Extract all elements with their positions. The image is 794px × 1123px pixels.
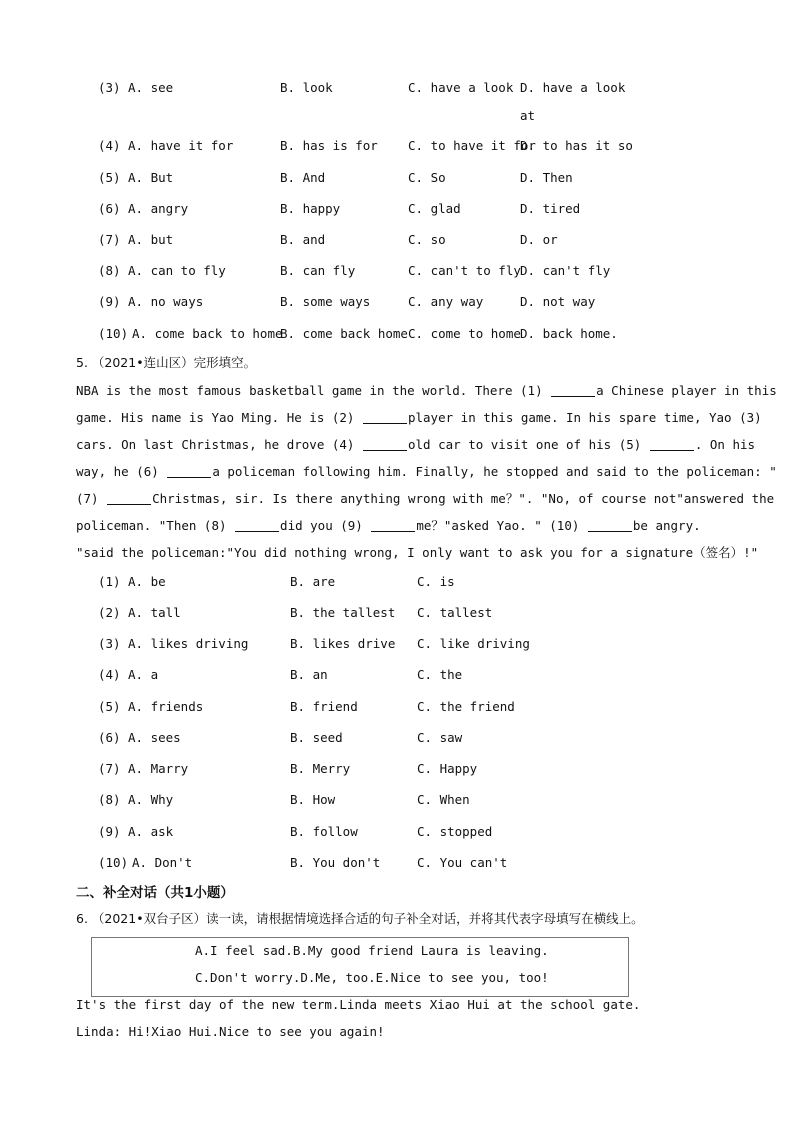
option-b: B. are [290, 574, 336, 589]
section-2-heading: 二、补全对话（共1小题） [76, 885, 234, 901]
q6-title: 6. （2021•双台子区）读一读，请根据情境选择合适的句子补全对话，并将其代表字母填写在横线上。 [76, 911, 644, 926]
option-d: D. not way [520, 294, 596, 309]
option-c: C. stopped [417, 824, 493, 839]
option-number: (1) [98, 574, 121, 589]
option-c: C. So [408, 170, 446, 185]
option-a: A. angry [128, 201, 189, 216]
passage-text: "said the policeman:"You did nothing wrong, I only want to ask you for a signature（签名）!" [76, 545, 759, 560]
option-c: C. glad [408, 201, 461, 216]
passage-text: way, he (6) [76, 464, 167, 479]
q5-option-row [0, 665, 794, 685]
option-a: A. have it for [128, 138, 234, 153]
passage-line [76, 458, 777, 485]
q4-option-row [0, 168, 794, 188]
passage-line [76, 404, 762, 431]
option-d: D. to has it so [520, 138, 633, 153]
q6-dialogue-line-1: Linda: Hi!Xiao Hui.Nice to see you again! [76, 1024, 385, 1039]
passage-line [76, 377, 777, 404]
option-b: B. How [290, 792, 336, 807]
option-d: D. have a look [520, 80, 626, 95]
option-c: C. to have it for [408, 138, 536, 153]
passage-text: me？"asked Yao. " (10) [416, 518, 587, 533]
option-c: C. can't to fly [408, 263, 521, 278]
option-a: A. likes driving [128, 636, 249, 651]
option-b: B. can fly [280, 263, 356, 278]
passage-text: (7) [76, 491, 107, 506]
passage-text: . On his [694, 437, 756, 452]
q5-option-row [0, 572, 794, 592]
option-d: D. Then [520, 170, 573, 185]
option-a: A. sees [128, 730, 181, 745]
q4-option-row [0, 261, 794, 281]
q4-option-3-d-continuation: at [520, 108, 536, 123]
q6-options-line-1: A.I feel sad.B.My good friend Laura is leaving. [195, 943, 549, 958]
option-d: D. or [520, 232, 558, 247]
q6-option-box [91, 937, 629, 997]
answer-blank[interactable] [371, 517, 415, 532]
option-c: C. the [417, 667, 463, 682]
option-b: B. You don't [290, 855, 381, 870]
passage-text: a policeman following him. Finally, he stopped and said to the policeman: " [212, 464, 777, 479]
q5-option-row [0, 822, 794, 842]
option-number: (7) [98, 232, 121, 247]
option-number: (10) [98, 326, 129, 341]
q4-option-row [0, 324, 794, 344]
option-a: A. no ways [128, 294, 204, 309]
option-number: (4) [98, 667, 121, 682]
option-a: A. Why [128, 792, 174, 807]
passage-text: player in this game. In his spare time, Yao (3) [407, 410, 762, 425]
answer-blank[interactable] [363, 409, 407, 424]
passage-line [76, 431, 756, 458]
answer-blank[interactable] [235, 517, 279, 532]
q6-options-line-2: C.Don't worry.D.Me, too.E.Nice to see you, too! [195, 970, 549, 985]
option-b: B. some ways [280, 294, 371, 309]
q5-option-row [0, 603, 794, 623]
option-b: B. seed [290, 730, 343, 745]
option-c: C. come to home [408, 326, 521, 341]
passage-line [76, 485, 775, 512]
option-b: B. the tallest [290, 605, 396, 620]
q5-option-row [0, 634, 794, 654]
q4-option-row [0, 78, 794, 98]
option-a: A. tall [128, 605, 181, 620]
q5-passage [76, 377, 777, 566]
option-b: B. likes drive [290, 636, 396, 651]
option-c: C. tallest [417, 605, 493, 620]
option-b: B. look [280, 80, 333, 95]
option-number: (6) [98, 201, 121, 216]
option-a: A. can to fly [128, 263, 226, 278]
q5-option-row [0, 759, 794, 779]
passage-line [76, 539, 759, 566]
answer-blank[interactable] [107, 490, 151, 505]
answer-blank[interactable] [650, 436, 694, 451]
q5-title: 5. （2021•连山区）完形填空。 [76, 355, 257, 370]
option-c: C. When [417, 792, 470, 807]
q5-option-row [0, 697, 794, 717]
option-c: C. like driving [417, 636, 530, 651]
answer-blank[interactable] [363, 436, 407, 451]
option-c: C. is [417, 574, 455, 589]
option-b: B. And [280, 170, 326, 185]
passage-text: Christmas, sir. Is there anything wrong with me？". "No, of course not"answered the [152, 491, 775, 506]
option-d: D. can't fly [520, 263, 611, 278]
option-d: D. back home. [520, 326, 618, 341]
option-a: A. see [128, 80, 174, 95]
passage-text: be angry. [632, 518, 701, 533]
q5-option-row [0, 853, 794, 873]
option-number: (7) [98, 761, 121, 776]
option-a: A. come back to home [132, 326, 283, 341]
option-a: A. friends [128, 699, 204, 714]
passage-text: game. His name is Yao Ming. He is (2) [76, 410, 362, 425]
q5-option-row [0, 728, 794, 748]
option-b: B. has is for [280, 138, 378, 153]
option-number: (5) [98, 170, 121, 185]
option-c: C. have a look [408, 80, 514, 95]
passage-text: policeman. "Then (8) [76, 518, 235, 533]
option-b: B. friend [290, 699, 358, 714]
passage-text: cars. On last Christmas, he drove (4) [76, 437, 362, 452]
option-c: C. the friend [417, 699, 515, 714]
option-d: D. tired [520, 201, 581, 216]
q6-context-line: It's the first day of the new term.Linda meets Xiao Hui at the school gate. [76, 997, 641, 1012]
option-a: A. But [128, 170, 174, 185]
option-b: B. Merry [290, 761, 351, 776]
answer-blank[interactable] [167, 463, 211, 478]
option-number: (2) [98, 605, 121, 620]
passage-line [76, 512, 719, 539]
passage-text: a Chinese player in this [596, 383, 777, 398]
option-number: (8) [98, 263, 121, 278]
option-c: C. so [408, 232, 446, 247]
q4-option-row [0, 136, 794, 156]
answer-blank[interactable] [588, 517, 632, 532]
option-a: A. Don't [132, 855, 193, 870]
q5-option-row [0, 790, 794, 810]
option-number: (8) [98, 792, 121, 807]
q4-option-row [0, 199, 794, 219]
option-number: (5) [98, 699, 121, 714]
option-c: C. saw [417, 730, 463, 745]
option-number: (10) [98, 855, 129, 870]
option-number: (4) [98, 138, 121, 153]
q4-option-row [0, 230, 794, 250]
option-a: A. ask [128, 824, 174, 839]
option-c: C. any way [408, 294, 484, 309]
option-b: B. come back home [280, 326, 408, 341]
option-b: B. follow [290, 824, 358, 839]
option-number: (6) [98, 730, 121, 745]
option-c: C. You can't [417, 855, 508, 870]
option-a: A. a [128, 667, 159, 682]
option-number: (3) [98, 80, 121, 95]
option-number: (9) [98, 294, 121, 309]
option-number: (3) [98, 636, 121, 651]
q4-option-row [0, 292, 794, 312]
passage-text: did you (9) [280, 518, 371, 533]
option-a: A. be [128, 574, 166, 589]
option-b: B. and [280, 232, 326, 247]
option-b: B. an [290, 667, 328, 682]
option-c: C. Happy [417, 761, 478, 776]
option-number: (9) [98, 824, 121, 839]
passage-text: NBA is the most famous basketball game in the world. There (1) [76, 383, 551, 398]
answer-blank[interactable] [551, 382, 595, 397]
passage-text: old car to visit one of his (5) [407, 437, 649, 452]
option-a: A. Marry [128, 761, 189, 776]
option-a: A. but [128, 232, 174, 247]
option-b: B. happy [280, 201, 341, 216]
